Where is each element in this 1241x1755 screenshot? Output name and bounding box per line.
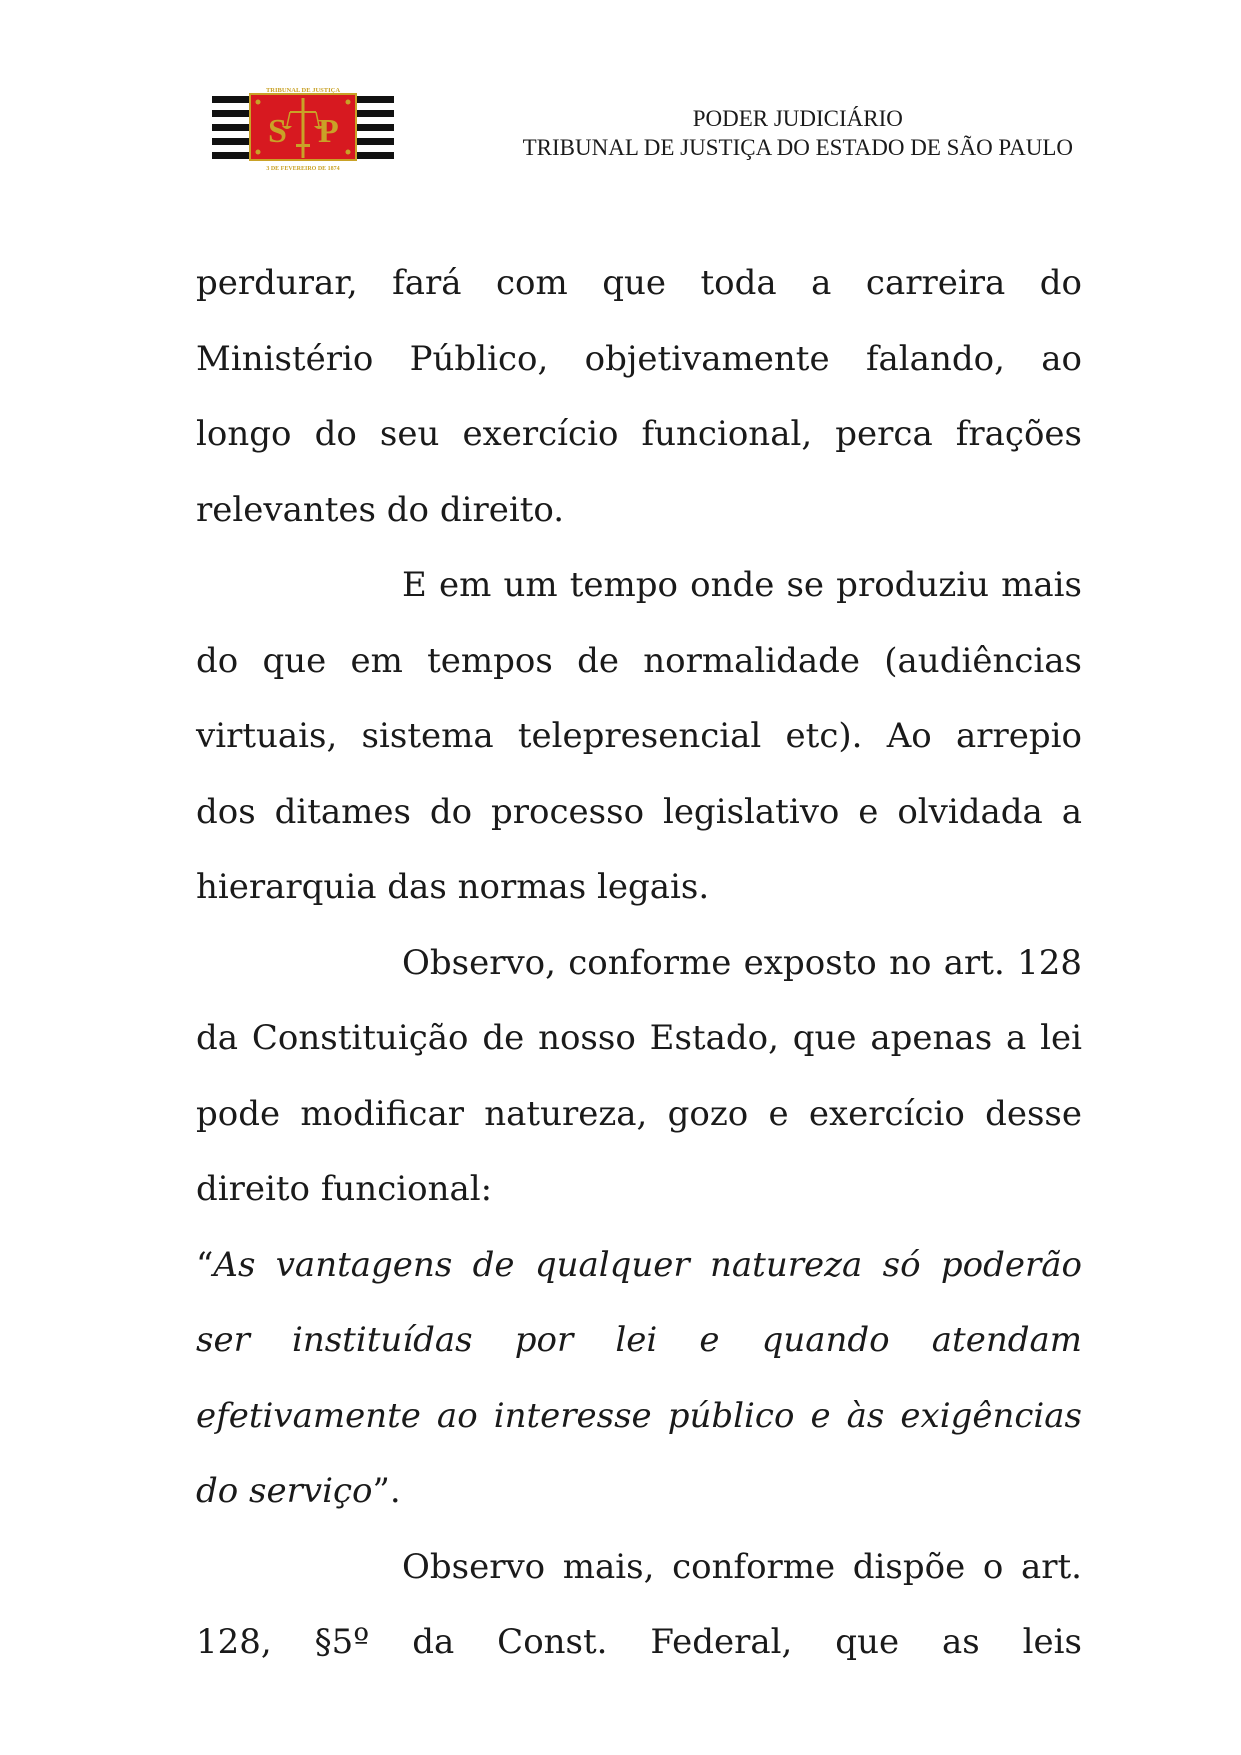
logo-bottom-text: 3 DE FEVEREIRO DE 1874: [266, 166, 340, 172]
paragraph-3: Observo, conforme exposto no art. 128 da Constituição de nosso Estado, que apenas a lei pode modificar natureza, gozo e exercício desse direito funcional:: [196, 942, 1082, 1209]
logo-graphic: [212, 86, 394, 186]
header-line-poder-judiciario: PODER JUDICIÁRIO: [692, 106, 903, 131]
tjsp-coat-of-arms-logo: [212, 86, 394, 186]
logo-top-text: TRIBUNAL DE JUSTIÇA: [265, 87, 341, 94]
header-line-tribunal: TRIBUNAL DE JUSTIÇA DO ESTADO DE SÃO PAULO: [522, 135, 1073, 160]
header-institution-title: [523, 104, 1073, 162]
paragraph-4: Observo mais, conforme dispõe o art. 128, §5º da Const. Federal, que as leis: [196, 1546, 1082, 1662]
logo-letter-p: P: [318, 113, 339, 150]
page-header: [0, 0, 1241, 200]
quote-open-mark: “: [196, 1244, 214, 1285]
quote-close-mark: ”.: [372, 1471, 401, 1511]
document-body: [196, 246, 1082, 1681]
paragraph-2: E em um tempo onde se produziu mais do que em tempos de normalidade (audiências virtuais, sistema telepresencial etc). Ao arrepio dos ditames do processo legislativo e olvidada a hierarquia das normas legais.: [196, 565, 1082, 907]
legal-quote: [196, 1228, 1082, 1530]
paragraph-1: perdurar, fará com que toda a carreira do Ministério Público, objetivamente falando, ao longo do seu exercício funcional, perca frações relevantes do direito.: [196, 263, 1082, 530]
quote-text: As vantagens de qualquer natureza só poderão ser instituídas por lei e quando atendam efetivamente ao interesse público e às exigências do serviço: [196, 1244, 1082, 1511]
logo-letter-s: S: [268, 113, 287, 150]
